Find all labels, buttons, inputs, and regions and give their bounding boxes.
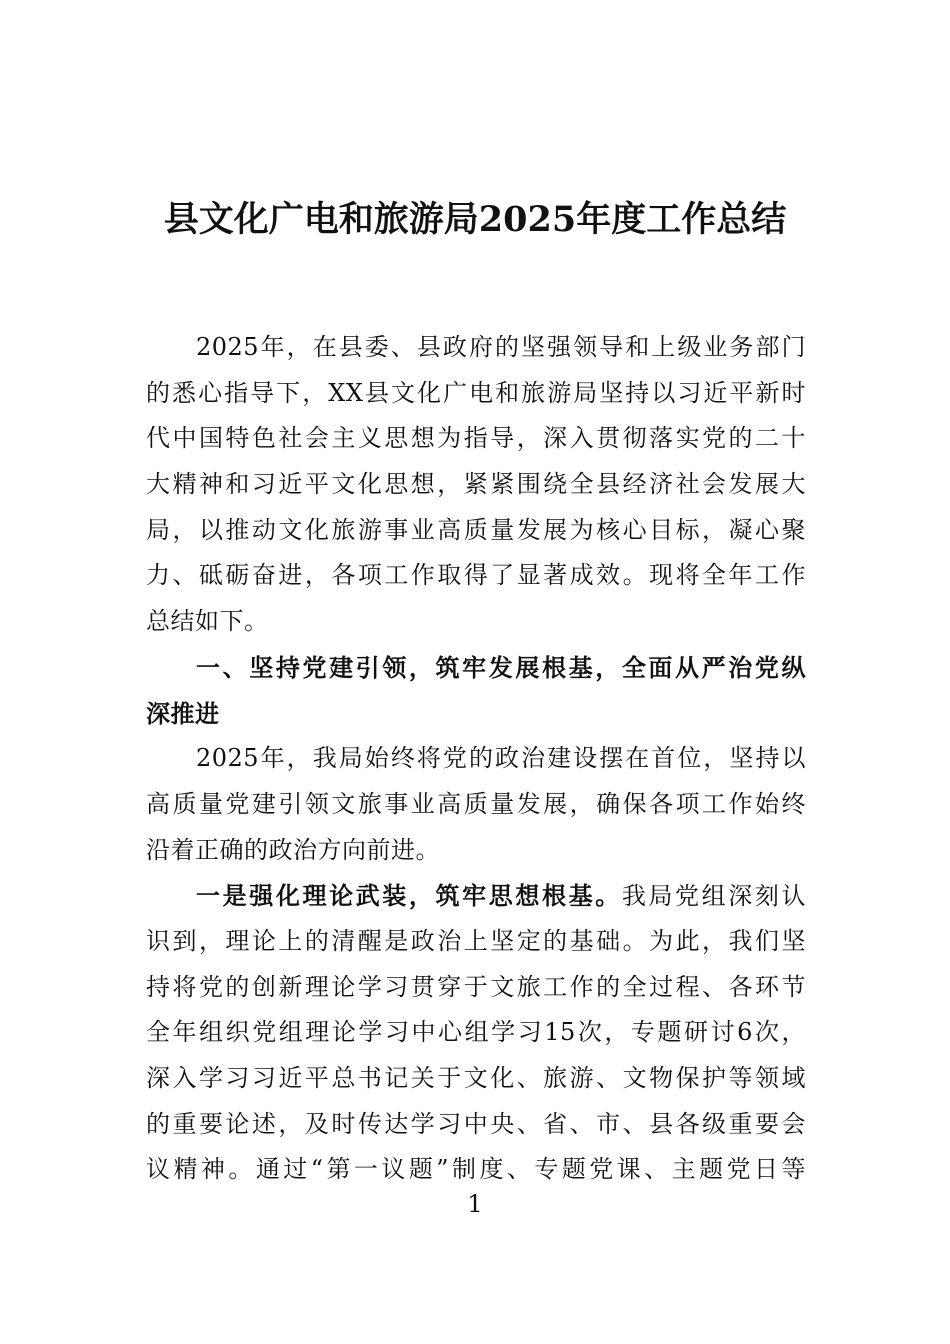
text-line: 2025年，在县委、县政府的坚强领导和上级业务部门	[196, 333, 806, 361]
text-line: 大精神和习近平文化思想，紧紧围绕全县经济社会发展大	[146, 470, 806, 499]
text-line: 总结如下。	[146, 607, 269, 636]
text-line: 2025年，我局始终将党的政治建设摆在首位，坚持以	[196, 744, 806, 773]
paragraph-lead-bold: 一是强化理论武装，筑牢思想根基。	[196, 881, 622, 911]
text-line: 沿着正确的政治方向前进。	[146, 835, 440, 864]
text-line: 局，以推动文化旅游事业高质量发展为核心目标，凝心聚	[146, 515, 806, 544]
text-line: 的重要论述，及时传达学习中央、省、市、县各级重要会	[146, 1109, 806, 1138]
section-heading-1	[146, 645, 806, 736]
text-line: 高质量党建引领文旅事业高质量发展，确保各项工作始终	[146, 789, 806, 818]
paragraph-lead-rest: 我局党组深刻认	[621, 882, 807, 911]
text-line: 全年组织党组理论学习中心组学习15次，专题研讨6次，	[146, 1018, 806, 1047]
theory-paragraph	[146, 873, 806, 1193]
text-line	[146, 873, 806, 919]
text-line: 议精神。通过“第一议题”制度、专题党课、主题党日等	[146, 1155, 806, 1184]
text-line: 的悉心指导下，XX县文化广电和旅游局坚持以习近平新时	[146, 378, 806, 407]
heading-line: 一、坚持党建引领，筑牢发展根基，全面从严治党纵	[196, 652, 806, 682]
text-line: 代中国特色社会主义思想为指导，深入贯彻落实党的二十	[146, 424, 806, 453]
page-number: 1	[467, 1190, 483, 1218]
document-title: 县文化广电和旅游局2025年度工作总结	[163, 199, 787, 240]
heading-line: 深推进	[146, 698, 220, 728]
document-body	[146, 325, 806, 1193]
text-line: 持将党的创新理论学习贯穿于文旅工作的全过程、各环节	[146, 972, 806, 1001]
text-line: 识到，理论上的清醒是政治上坚定的基础。为此，我们坚	[146, 926, 806, 955]
text-line: 深入学习习近平总书记关于文化、旅游、文物保护等领域	[146, 1064, 806, 1092]
text-line: 力、砥砺奋进，各项工作取得了显著成效。现将全年工作	[146, 561, 806, 590]
intro-paragraph	[146, 325, 806, 645]
section-intro-paragraph	[146, 736, 806, 873]
